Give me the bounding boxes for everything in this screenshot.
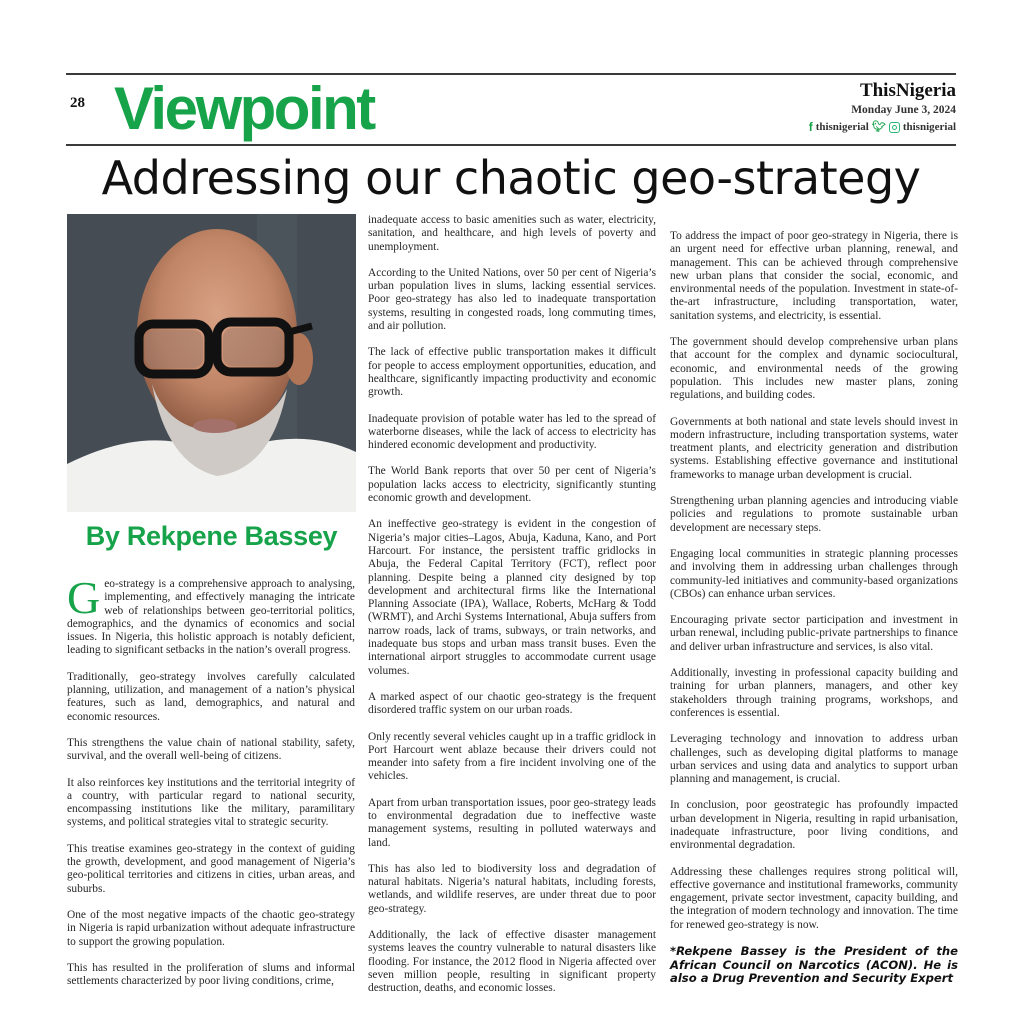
paragraph: The government should develop comprehensive urban plans that account for the complex and dynamic sociocultural, economic, and environmental needs of the growing population. This includes new master plans, zoning regulations, and building codes.	[670, 336, 958, 402]
lips	[193, 419, 237, 433]
page-number: 28	[70, 95, 85, 111]
paragraph: Only recently several vehicles caught up in a traffic gridlock in Port Harcourt went ablaze because their drivers could not meander into safety from a fire incident involving one of the vehicles.	[368, 730, 656, 783]
paragraph: According to the United Nations, over 50 per cent of Nigeria’s urban population lives in slums, lacking essential services. Poor geo-strategy has also led to inadequate transportation systems, resulting in congested roads, long commuting times, and air pollution.	[368, 266, 656, 333]
paragraph: This has resulted in the proliferation of slums and informal settlements characterized by poor living conditions, crime,	[67, 961, 355, 988]
header-bottom-rule	[66, 144, 956, 146]
paragraph: It also reinforces key institutions and the territorial integrity of a country, with particular regard to national security, encompassing institutions like the military, paramilitary systems, and political strategies vital to strategic security.	[67, 776, 355, 829]
paragraph: Additionally, investing in professional capacity building and training for urban planners, managers, and other key stakeholders through training programs, workshops, and conferences is essential.	[670, 667, 958, 719]
paragraph: Inadequate provision of potable water has led to the spread of waterborne diseases, while the lack of access to electricity has hindered economic development and productivity.	[368, 412, 656, 452]
paragraph: A marked aspect of our chaotic geo-strategy is the frequent disordered traffic system on our urban roads.	[368, 690, 656, 717]
right-lens-glass	[223, 328, 283, 366]
paragraph: Strengthening urban planning agencies and introducing viable policies and regulations to promote sustainable urban development are necessary steps.	[670, 495, 958, 534]
author-photo	[67, 214, 356, 512]
drop-cap: G	[67, 578, 101, 623]
paragraph: Apart from urban transportation issues, poor geo-strategy leads to environmental degradation due to ineffective waste management systems, resulting in polluted waterways and land.	[368, 796, 656, 849]
paragraph: This strengthens the value chain of national stability, safety, survival, and the overall well-being of citizens.	[67, 736, 355, 763]
article-byline: By Rekpene Bassey	[85, 521, 338, 551]
instagram-icon	[889, 122, 900, 133]
paragraph: Leveraging technology and innovation to address urban challenges, such as developing digital platforms to manage urban services and using data and analytics to support urban planning and management, is crucial.	[670, 733, 958, 786]
paragraph: inadequate access to basic amenities such as water, electricity, sanitation, and healthcare, and high levels of poverty and unemployment.	[368, 214, 656, 253]
paragraph: One of the most negative impacts of the chaotic geo-strategy in Nigeria is rapid urbanization without adequate infrastructure to support the growing population.	[67, 908, 355, 948]
lead-paragraph-text: eo-strategy is a comprehensive approach to analysing, implementing, and effectively managing the intricate web of relationships between geo-territorial politics, demographics, and the dynamics of economics and social issues. In Nigeria, this holistic approach is notably deficient, leading to significant setbacks in the nation’s overall progress.	[67, 578, 355, 657]
paragraph: Addressing these challenges requires strong political will, effective governance and institutional frameworks, community engagement, private sector investment, capacity building, and the integration of modern technology and innovation. The time for renewed geo-strategy is now.	[670, 865, 958, 931]
paragraph: Encouraging private sector participation and investment in urban renewal, including public-private partnerships to finance and deliver urban infrastructure and services, is also vital.	[670, 614, 958, 653]
paragraph: In conclusion, poor geostrategic has profoundly impacted urban development in Nigeria, resulting in rapid urbanisation, inadequate infrastructure, poor living conditions, and environmental degradation.	[670, 799, 958, 852]
paragraph: An ineffective geo-strategy is evident in the congestion of Nigeria’s major cities–Lagos, Abuja, Kaduna, Kano, and Port Harcourt. For instance, the persistent traffic gridlocks in Abuja, the Federal Capital Territory (FCT), reflect poor planning. Despite being a planned city designed by top development and architectural firms like the International Planning Associate (IPA), Wallace, Roberts, McHarg & Todd (WRMT), and Archi Systems International, Abuja suffers from narrow roads, lack of trams, subways, or train networks, and inadequate bus stops and urban mass transit buses. Even the international airport struggles to accommodate current usage volumes.	[368, 518, 656, 677]
paragraph: Additionally, the lack of effective disaster management systems leaves the country vulnerable to natural disasters like flooding. For instance, the 2012 flood in Nigeria affected over seven million people, resulting in significant property destruction, deaths, and economic losses.	[368, 929, 656, 995]
paragraph: The lack of effective public transportation makes it difficult for people to access employment opportunities, education, and healthcare, significantly impacting productivity and economic growth.	[368, 346, 656, 399]
paragraph: This has also led to biodiversity loss and degradation of natural habitats. Nigeria’s natural habitats, including forests, wetlands, and wildlife reserves, are under threat due to poor geo-strategy.	[368, 862, 656, 915]
section-title: Viewpoint	[114, 75, 374, 142]
facebook-handle: thisnigerial	[815, 121, 869, 133]
masthead	[756, 80, 956, 135]
twitter-icon: 🐦︎	[871, 121, 886, 133]
paragraph: This treatise examines geo-strategy in the context of guiding the growth, development, and good management of Nigeria’s geo-political territories and citizens in cities, urban areas, and suburbs.	[67, 842, 355, 895]
social-handles	[756, 119, 956, 135]
paragraph: To address the impact of poor geo-strategy in Nigeria, there is an urgent need for effective urban planning, renewal, and management. This can be achieved through comprehensive new urban plans that consider the social, economic, and environmental needs of the population. Investment in state-of-the-art infrastructure, including transportation, water, sanitation systems, and electricity, is essential.	[670, 230, 958, 322]
paragraph: The World Bank reports that over 50 per cent of Nigeria’s population lacks access to electricity, significantly stunting economic growth and development.	[368, 465, 656, 505]
instagram-handle: thisnigerial	[902, 121, 956, 133]
article-column-3	[670, 230, 958, 999]
left-lens-glass	[145, 330, 203, 368]
paragraph: Governments at both national and state levels should invest in modern infrastructure, including transportation systems, water treatment plants, and electricity generation and distribution systems. Establishing effective governance and institutional frameworks to manage urban development is crucial.	[670, 415, 958, 481]
lead-paragraph	[67, 578, 355, 658]
author-bio: *Rekpene Bassey is the President of the African Council on Narcotics (ACON). He is also a Drug Prevention and Security Expert	[670, 944, 958, 986]
paragraph: Engaging local communities in strategic planning processes and involving them in addressing urban challenges through community-led initiatives and community-based organizations (CBOs) can enhance urban services.	[670, 547, 958, 600]
issue-date: Monday June 3, 2024	[851, 104, 956, 116]
publication-name: ThisNigeria	[859, 80, 956, 101]
article-column-1	[67, 578, 355, 1001]
article-headline: Addressing our chaotic geo-strategy	[101, 151, 921, 205]
author-portrait-illustration	[67, 214, 356, 512]
paragraph: Traditionally, geo-strategy involves carefully calculated planning, utilization, and management of a nation’s physical features, such as land, demographics, and natural and economic resources.	[67, 670, 355, 723]
article-column-2	[368, 214, 656, 1009]
facebook-icon: f	[808, 120, 813, 134]
